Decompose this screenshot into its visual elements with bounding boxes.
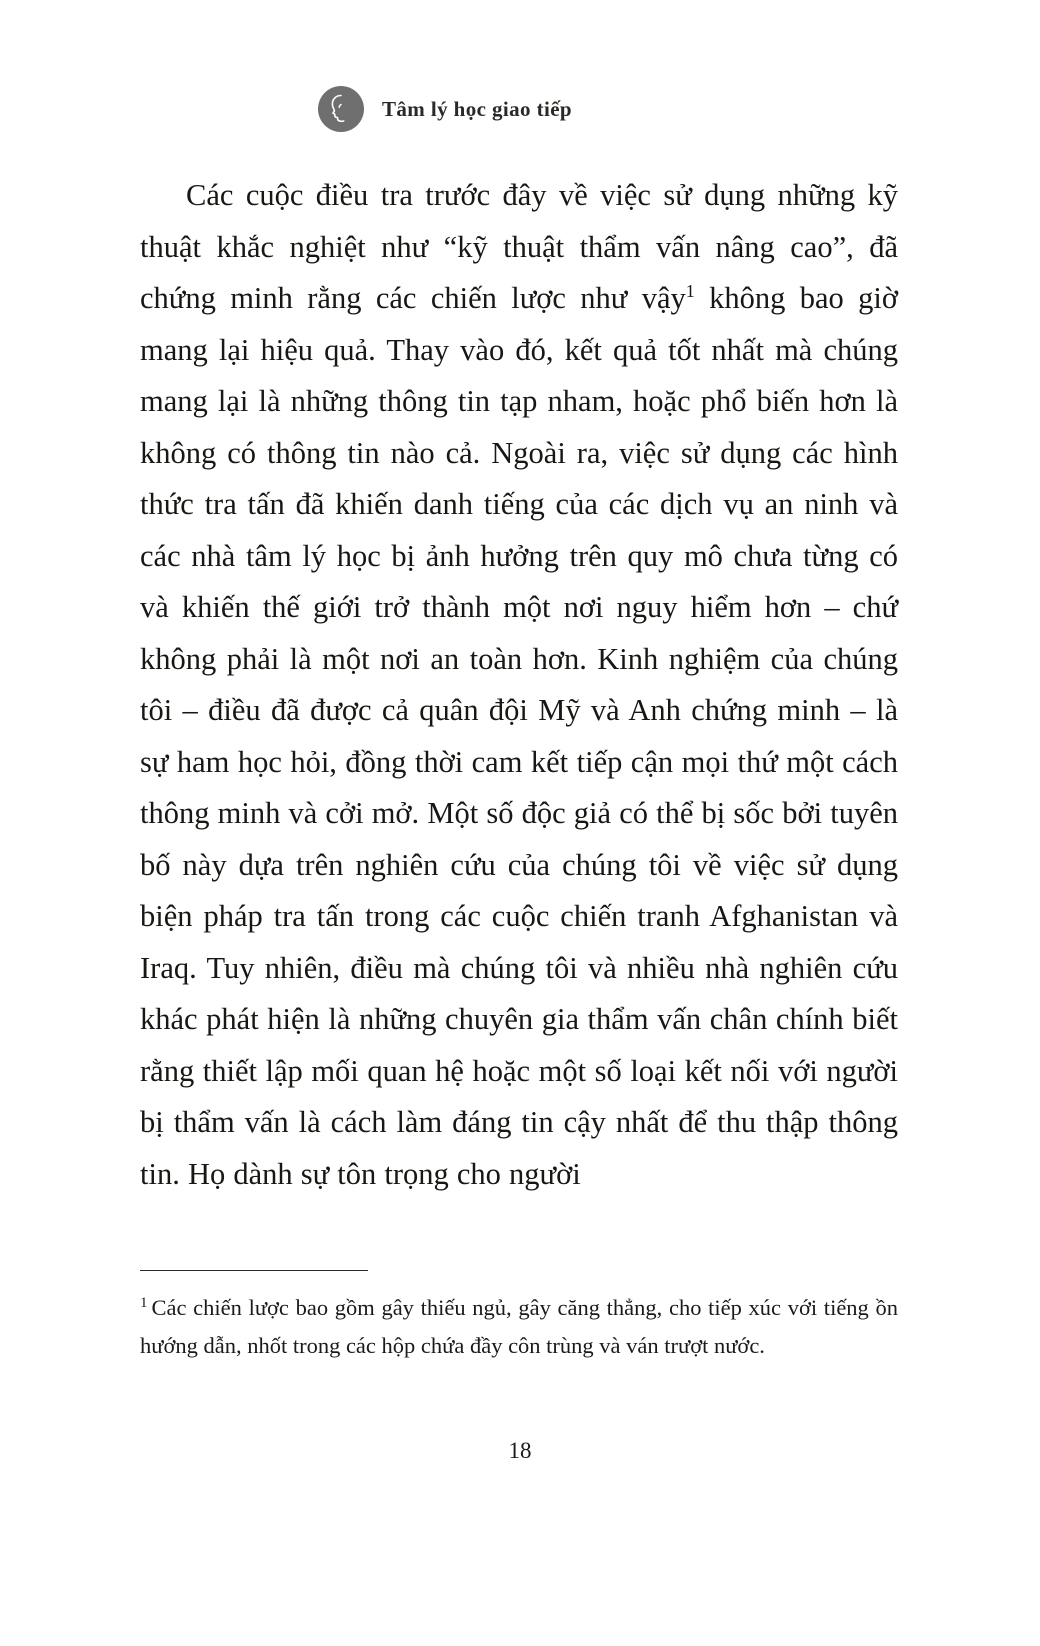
paragraph-main [140,170,898,1200]
paragraph-rest-text: không bao giờ mang lại hiệu quả. Thay vào đó, kết quả tốt nhất mà chúng mang lại là những thông tin tạp nham, hoặc phổ biến hơn là không có thông tin nào cả. Ngoài ra, việc sử dụng các hình thức tra tấn đã khiến danh tiếng của các dịch vụ an ninh và các nhà tâm lý học bị ảnh hưởng trên quy mô chưa từng có và khiến thế giới trở thành một nơi nguy hiểm hơn – chứ không phải là một nơi an toàn hơn. Kinh nghiệm của chúng tôi – điều đã được cả quân đội Mỹ và Anh chứng minh – là sự ham học hỏi, đồng thời cam kết tiếp cận mọi thứ một cách thông minh và cởi mở. Một số độc giả có thể bị sốc bởi tuyên bố này dựa trên nghiên cứu của chúng tôi về việc sử dụng biện pháp tra tấn trong các cuộc chiến tranh Afghanistan và Iraq. Tuy nhiên, điều mà chúng tôi và nhiều nhà nghiên cứu khác phát hiện là những chuyên gia thẩm vấn chân chính biết rằng thiết lập mối quan hệ hoặc một số loại kết nối với người bị thẩm vấn là cách làm đáng tin cậy nhất để thu thập thông tin. Họ dành sự tôn trọng cho người [140,281,898,1191]
page-number: 18 [508,1438,532,1463]
head-profile-icon [318,86,364,132]
footnote-separator-rule [140,1270,368,1271]
footnote-reference-marker[interactable]: 1 [685,280,695,301]
footnote-area [140,1270,898,1365]
running-header-title: Tâm lý học giao tiếp [382,96,572,121]
footnote-number: 1 [140,1294,148,1311]
running-header [318,86,572,132]
body-text-block [140,170,898,1200]
footnote-entry [140,1289,898,1365]
footnote-body-text: Các chiến lược bao gồm gây thiếu ngủ, gây căng thẳng, cho tiếp xúc với tiếng ồn hướng dẫn, nhốt trong các hộp chứa đầy côn trùng và ván trượt nước. [140,1295,898,1358]
paragraph-lead-text: Các cuộc điều tra trước đây về việc sử dụng những kỹ thuật khắc nghiệt như “kỹ thuật thẩm vấn nâng cao”, đã chứng minh rằng các chiến lược như vậy [140,178,898,315]
